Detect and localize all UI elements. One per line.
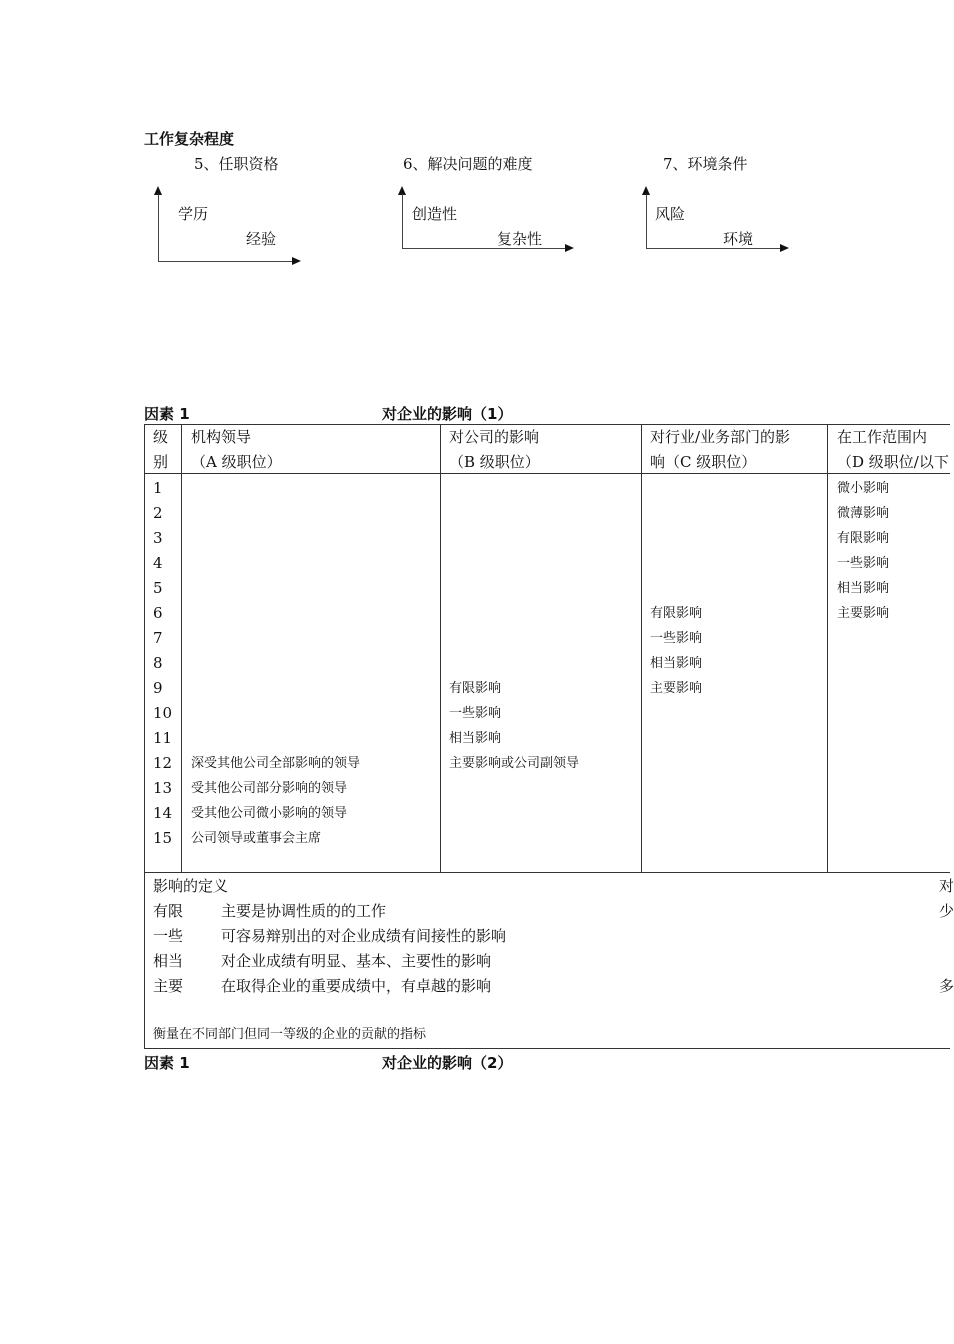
list-item	[449, 526, 579, 551]
y-axis	[402, 194, 403, 248]
list-item	[837, 651, 889, 676]
diagram-heading-environment: 7、环境条件	[663, 155, 748, 173]
table-row: 10	[153, 704, 173, 722]
list-item	[449, 801, 579, 826]
definitions-right-char: 对	[939, 877, 954, 895]
list-item: 一些影响	[449, 706, 502, 721]
list-item	[449, 626, 579, 651]
diagram-heading-qualification: 5、任职资格	[194, 155, 279, 173]
list-item	[837, 826, 889, 851]
arrow-right-icon	[565, 244, 574, 252]
list-item	[191, 651, 360, 676]
list-item: 公司领导或董事会主席	[191, 831, 322, 846]
list-item	[837, 626, 889, 651]
list-item	[449, 501, 579, 526]
factor-title: 对企业的影响（1）	[382, 405, 513, 423]
table-row: 3	[153, 529, 163, 547]
definition-desc: 在取得企业的重要成绩中，有卓越的影响	[221, 977, 492, 995]
table-row: 2	[153, 504, 163, 522]
x-axis-label: 经验	[246, 230, 277, 248]
col-a-list	[191, 476, 360, 851]
list-item: 有限影响	[650, 606, 703, 621]
y-axis-label: 风险	[655, 205, 686, 223]
arrow-right-icon	[292, 257, 301, 265]
list-item: 主要影响或公司副领导	[449, 756, 580, 771]
header-col-c: 对行业/业务部门的影 响（C 级职位）	[650, 428, 791, 471]
body-divider	[144, 872, 950, 873]
col-divider-1	[181, 424, 182, 872]
x-axis	[158, 261, 293, 262]
list-item	[191, 476, 360, 501]
list-item	[650, 826, 702, 851]
list-item	[449, 476, 579, 501]
list-item	[191, 601, 360, 626]
definition-term: 一些	[153, 927, 184, 945]
list-item	[837, 726, 889, 751]
definition-term: 主要	[153, 977, 184, 995]
header-col-a: 机构领导 （A 级职位）	[191, 428, 282, 471]
definition-desc: 主要是协调性质的的工作	[221, 902, 387, 920]
x-axis-label: 复杂性	[497, 230, 543, 248]
definition-desc: 可容易辩别出的对企业成绩有间接性的影响	[221, 927, 507, 945]
table-row: 14	[153, 804, 173, 822]
factor-label: 因素 1	[144, 1054, 190, 1072]
list-item: 一些影响	[837, 556, 890, 571]
list-item	[449, 826, 579, 851]
list-item: 相当影响	[650, 656, 703, 671]
diagram-heading-problem-solving: 6、解决问题的难度	[403, 155, 533, 173]
header-level: 级 别	[153, 428, 169, 471]
list-item	[191, 501, 360, 526]
list-item: 相当影响	[837, 581, 890, 596]
factor-title: 对企业的影响（2）	[382, 1054, 513, 1072]
table-row: 11	[153, 729, 173, 747]
arrow-right-icon	[780, 244, 789, 252]
list-item	[449, 651, 579, 676]
list-item	[650, 551, 702, 576]
list-item	[650, 576, 702, 601]
definitions-right-char: 多	[939, 977, 954, 995]
col-d-list	[837, 476, 889, 851]
list-item	[837, 801, 889, 826]
table-row: 4	[153, 554, 163, 572]
y-axis-label: 创造性	[412, 205, 458, 223]
list-item: 相当影响	[449, 731, 502, 746]
list-item	[650, 801, 702, 826]
table-row: 15	[153, 829, 173, 847]
header-col-d: 在工作范围内 （D 级职位/以下	[837, 428, 949, 471]
list-item: 深受其他公司全部影响的领导	[191, 756, 361, 771]
list-item	[837, 701, 889, 726]
definitions-title: 影响的定义	[153, 877, 229, 895]
definition-desc: 对企业成绩有明显、基本、主要性的影响	[221, 952, 492, 970]
table-row: 9	[153, 679, 163, 697]
list-item: 受其他公司部分影响的领导	[191, 781, 348, 796]
list-item	[837, 751, 889, 776]
y-axis	[646, 194, 647, 248]
list-item	[191, 526, 360, 551]
x-axis	[646, 248, 781, 249]
list-item	[191, 551, 360, 576]
table-row: 6	[153, 604, 163, 622]
table-row: 5	[153, 579, 163, 597]
list-item: 有限影响	[449, 681, 502, 696]
table-border-bottom	[144, 1048, 950, 1049]
section-title: 工作复杂程度	[144, 130, 235, 148]
table-row: 12	[153, 754, 173, 772]
list-item	[650, 501, 702, 526]
list-item: 主要影响	[837, 606, 890, 621]
list-item	[191, 576, 360, 601]
y-axis	[158, 194, 159, 262]
list-item	[650, 776, 702, 801]
list-item	[650, 476, 702, 501]
factor-label: 因素 1	[144, 405, 190, 423]
header-col-b: 对公司的影响 （B 级职位）	[449, 428, 540, 471]
table-row: 1	[153, 479, 163, 497]
list-item	[449, 601, 579, 626]
table-row: 8	[153, 654, 163, 672]
list-item: 主要影响	[650, 681, 703, 696]
definitions-right-char: 少	[939, 902, 954, 920]
list-item	[191, 676, 360, 701]
list-item	[837, 776, 889, 801]
list-item	[191, 701, 360, 726]
x-axis-label: 环境	[723, 230, 754, 248]
col-divider-3	[641, 424, 642, 872]
list-item	[650, 526, 702, 551]
list-item: 微小影响	[837, 481, 890, 496]
definition-term: 相当	[153, 952, 184, 970]
list-item	[837, 676, 889, 701]
definitions-note: 衡量在不同部门但同一等级的企业的贡献的指标	[153, 1027, 427, 1042]
table-border-left	[144, 424, 145, 1048]
col-c-list	[650, 476, 702, 851]
list-item	[650, 751, 702, 776]
list-item: 一些影响	[650, 631, 703, 646]
list-item	[650, 701, 702, 726]
list-item: 受其他公司微小影响的领导	[191, 806, 348, 821]
list-item	[449, 776, 579, 801]
list-item: 有限影响	[837, 531, 890, 546]
list-item	[449, 576, 579, 601]
list-item	[650, 726, 702, 751]
y-axis-label: 学历	[178, 205, 209, 223]
table-row: 7	[153, 629, 163, 647]
list-item	[449, 551, 579, 576]
col-b-list	[449, 476, 579, 851]
definition-term: 有限	[153, 902, 184, 920]
list-item	[191, 626, 360, 651]
col-divider-2	[440, 424, 441, 872]
level-list	[153, 476, 172, 851]
col-divider-4	[827, 424, 828, 872]
list-item	[191, 726, 360, 751]
table-row: 13	[153, 779, 173, 797]
list-item: 微薄影响	[837, 506, 890, 521]
